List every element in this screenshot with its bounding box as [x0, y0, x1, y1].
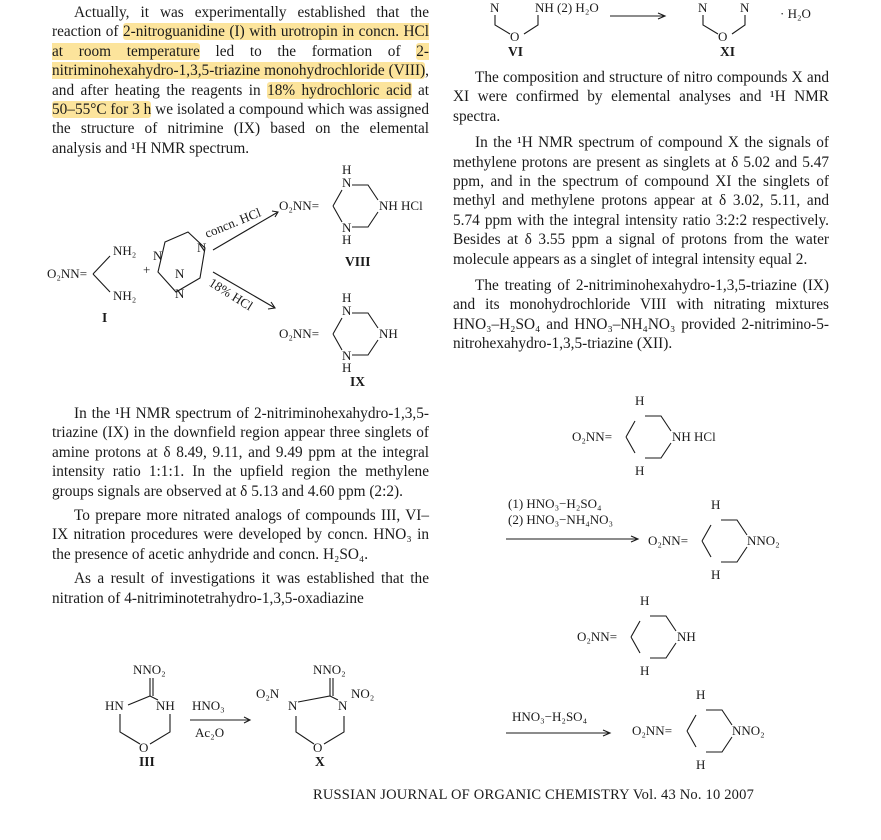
scheme-triazine-nitration [440, 395, 881, 775]
label: NNO₂ [133, 662, 166, 677]
label: N [153, 248, 163, 263]
bond-line [333, 185, 378, 227]
label: O₂NN= [279, 198, 320, 213]
label: N [175, 286, 185, 301]
label: HNO₃ [192, 698, 225, 713]
left-paragraph-1 [52, 3, 429, 158]
text: , and after heating the reagents in [52, 62, 429, 99]
label: N [288, 698, 298, 713]
label: N [342, 348, 352, 363]
label: N [740, 0, 750, 15]
label: H [342, 232, 352, 247]
label: NH₂ [113, 288, 137, 303]
compound-label: III [139, 754, 155, 769]
label: O₂NN= [47, 266, 88, 281]
label: N [490, 0, 500, 15]
compound-label: IX [350, 374, 366, 389]
label: NNO₂ [747, 533, 780, 548]
compound-label: X [315, 754, 325, 769]
label: O [139, 740, 149, 755]
label: NH [156, 698, 175, 713]
compound-label: XI [720, 44, 736, 59]
label: H [696, 757, 706, 772]
bond-line [93, 274, 110, 292]
text: we isolated a compound which was assigned the structure of nitrimine (IX) based on the elemental analysis and ¹H NMR spectrum. [52, 101, 429, 157]
label: H [342, 360, 352, 375]
bond-line [631, 616, 676, 658]
condition: (2) HNO₃−NH₄NO₃ [508, 512, 614, 527]
bond-line [93, 256, 110, 274]
label: O₂N [256, 686, 280, 701]
label: NH HCl [379, 198, 423, 213]
label: H [711, 567, 721, 582]
label: NH [379, 326, 398, 341]
compound-label: VIII [345, 254, 371, 269]
label: N [342, 303, 352, 318]
bond-line [296, 696, 344, 744]
condition: HNO₃−H₂SO₄ [512, 709, 588, 724]
label: NH (2) H₂O [535, 0, 599, 15]
highlight[interactable]: 2-nitriminohexahydro-1,3,5-triazine monohydrochloride (VIII) [52, 42, 429, 80]
label: H [696, 687, 706, 702]
label: O [313, 740, 323, 755]
label: N [175, 266, 185, 281]
label: NH HCl [672, 429, 716, 444]
paragraph: In the ¹H NMR spectrum of 2-nitriminohexahydro-1,3,5-triazine (IX) in the downfield region appear three singlets of amine protons at δ 8.49, 9.11, and 9.49 ppm at the integral intensity ratio 1:1:1. In the upfield region the methylene groups signals are observed at δ 5.13 and 4.60 ppm (2:2). [52, 405, 429, 500]
label: O₂NN= [632, 723, 673, 738]
label: O₂NN= [572, 429, 613, 444]
bond-line [687, 710, 732, 752]
label: O₂NN= [577, 629, 618, 644]
paragraph: As a result of investigations it was established that the nitration of 4-nitriminotetrahydro-1,3,5-oxadiazine [52, 570, 429, 607]
label: H [342, 290, 352, 305]
label: H [342, 162, 352, 177]
label: NH₂ [113, 243, 137, 258]
label: NNO₂ [732, 723, 765, 738]
scheme-oxadiazine-top [440, 0, 881, 64]
highlight[interactable]: 50–55°C for 3 h [52, 101, 152, 119]
condition: 18% HCl [206, 274, 256, 314]
label: + [143, 262, 151, 277]
label: O [718, 29, 728, 44]
label: NO₂ [351, 686, 375, 701]
text: at [411, 81, 430, 99]
label: N [197, 240, 207, 255]
label: N [342, 220, 352, 235]
label: Ac₂O [195, 725, 225, 740]
label: O₂NN= [279, 326, 320, 341]
label: H [635, 463, 645, 478]
label: N [338, 698, 348, 713]
journal-footer: RUSSIAN JOURNAL OF ORGANIC CHEMISTRY Vol. 43 No. 10 2007 [313, 787, 755, 803]
label: NNO₂ [313, 662, 346, 677]
text: led to the formation of [199, 42, 417, 60]
label: · H₂O [780, 6, 811, 21]
condition: (1) HNO₃−H₂SO₄ [508, 496, 602, 511]
label: H [640, 593, 650, 608]
paragraph: The composition and structure of nitro compounds X and XI were confirmed by elemental analyses and ¹H NMR spectra. [453, 69, 829, 125]
label: H [640, 663, 650, 678]
bond-line [626, 416, 671, 458]
highlight[interactable]: 2-nitroguanidine (I) with urotropin in concn. HCl at room temperature [52, 23, 429, 60]
right-paragraphs [453, 68, 829, 354]
left-paragraphs [52, 404, 429, 608]
label: H [635, 393, 645, 408]
label: NH [677, 629, 696, 644]
paragraph: To prepare more nitrated analogs of compounds III, VI–IX nitration procedures were developed by concn. HNO₃ in the presence of acetic anhydride and concn. H₂SO₄. [52, 507, 429, 563]
paragraph: In the ¹H NMR spectrum of compound X the signals of methylene protons are present as singlets at δ 5.02 and 5.47 ppm, and in the spectrum of compound XI the singlets of methyl and methylene protons appear at δ 3.02, 5.11, and 5.74 ppm with the integral intensity ratio 3:2:2 respectively. Besides at δ 3.55 ppm a signal of protons from the water molecule appears as a singlet of integral intensity equal 2. [453, 134, 829, 268]
bond-line [702, 520, 747, 562]
scheme-nitroguanidine-reaction [0, 160, 440, 400]
label: N [698, 0, 708, 15]
label: HN [105, 698, 124, 713]
condition: concn. HCl [202, 204, 264, 241]
paragraph: The treating of 2-nitriminohexahydro-1,3,5-triazine (IX) and its monohydrochloride VIII with nitrating mixtures HNO₃–H₂SO₄ and HNO₃–NH₄NO₃ provided 2-nitrimino-5-nitrohexahydro-1,3,5-triazine (XII). [453, 277, 829, 353]
compound-label: I [102, 310, 108, 325]
label: N [342, 175, 352, 190]
text: Actually, it was experimentally established that the reaction of [52, 4, 429, 41]
compound-label: VI [508, 44, 524, 59]
label: O [510, 29, 520, 44]
label: H [711, 497, 721, 512]
scheme-oxadiazine-nitration [0, 660, 440, 770]
bond-line [333, 313, 378, 355]
label: O₂NN= [648, 533, 689, 548]
highlight[interactable]: 18% hydrochloric acid [267, 81, 412, 99]
